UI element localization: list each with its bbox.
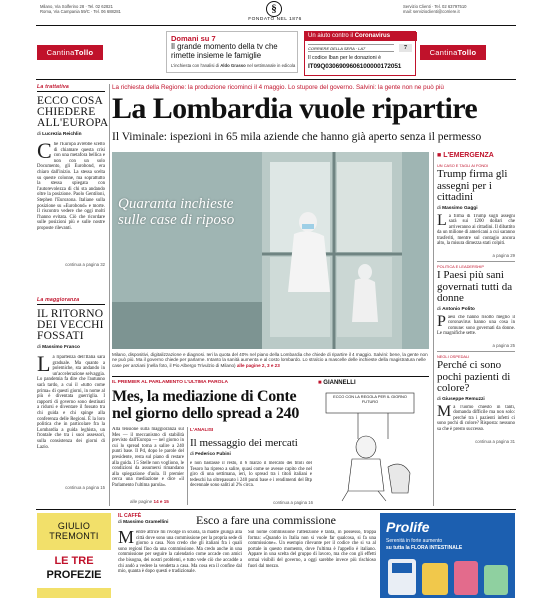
ad-prolife[interactable]: [380, 513, 515, 598]
story2-byline: di Antonio Polito: [437, 306, 475, 312]
donation-line: Il codice Iban per le donazioni è: [308, 55, 381, 61]
ad-cantina-right[interactable]: Cantina Tollo: [420, 45, 486, 60]
story3-body: Ma l'uomo chiesto in tanti, domanda difficile ma non solo: perché tra i pazienti infetti ci sono pochi di colore? Risposta: nessuno sa che è presto successo.: [437, 404, 515, 432]
story2-title[interactable]: I Paesi più sani governati tutti da donne: [437, 269, 513, 304]
story3-byline: di Giuseppe Remuzzi: [437, 396, 485, 402]
story2-kicker: POLITICA E LEADERSHIP: [437, 264, 484, 269]
main-subhead: Il Viminale: ispezioni in 65 mila aziende che hanno già aperto senza il permesso: [112, 131, 482, 143]
left-column: [37, 84, 109, 267]
section-label: La trattativa: [37, 84, 70, 90]
column-continue[interactable]: continua a pagina 32: [65, 262, 105, 267]
story1-kicker: UN CASO E TAGLI AI FONDI: [437, 163, 489, 168]
section-label-2: La maggioranza: [37, 297, 80, 303]
promo-magazine[interactable]: Domani su 7 Il grande momento della tv che rimette insieme le famiglie L'inchiesta con l'analisi di Aldo Grasso nel settimanale in edicola: [166, 31, 298, 73]
story2-body: Paesi che hanno risolto meglio il coronavirus hanno una cosa in comune: sono governati da donne. Le magnifiche sette.: [437, 314, 515, 337]
story3-continue[interactable]: continua a pagina 31: [475, 438, 515, 444]
promo-magazine-note: L'inchiesta con l'analisi di Aldo Grasso nel settimanale in edicola: [171, 63, 296, 68]
founded-label: FONDATO NEL 1876: [248, 17, 302, 22]
main-headline[interactable]: La Lombardia vuole ripartire: [112, 92, 478, 125]
analysis-title[interactable]: Il messaggio dei mercati: [190, 437, 298, 449]
ad-book-title: LE TRE PROFEZIE: [37, 550, 111, 588]
story1-body: La firma di Trump sugli assegni sarà sui 1200 dollari che arriveranno ai cittadini. Il dibattito da un milione di americani a cui saranno trasferiti, mentre sul contagio ancora alto, la misura dimezza stati colpiti.: [437, 213, 515, 247]
cartoon-title: ■ GIANNELLI: [318, 380, 356, 386]
donation-logo: CORRIERE DELLA SERA · LA7: [308, 44, 394, 52]
caffe-body-2: Sul nome commissione l'attenzione è tanta, in possesso, troppa forma: «Quando in Italia non si vuole far qualcosa, si fa una commissione». Un esempio rilevante per il codice che si va al portale in questo momento, dove l'ultima è l'appello è italiano. Appare in una scelta del gruppo di lavoro, ma che con gli effetti ormai visibili del governo, a oggi sarebbe invece più rischioso fuori dal mezzo.: [248, 530, 376, 569]
la7-icon: 7: [399, 44, 412, 52]
mid-pages[interactable]: alle pagine 14 e 15: [130, 499, 169, 504]
analysis-label: L'ANALISI: [190, 428, 214, 433]
masthead-right-info: Servizio Clienti · Tel. 02 63797510 mail: servizioclienti@corriere.it: [403, 4, 467, 14]
column-body: Che l'Europa avrebbe scelto di chiamare questa crisi con una metafora bellica e non con un solo Documento, gli Eurobond, era chiaro dall'inizio. La stessa scelta su queste colonne, ma soprattutto la stessa spiegata con l'autorevolezza di chi sta andando oltre la posizione. Paolo Gentiloni, Stephen l'Eurozona. Italiane sulla posizione su «Eurobond» e morte. Il riscontro vedere che oggi molti l'hanno evitata. Ciò che ricordare sulle posizioni più e sulle nostre proposte rilevanti.: [37, 142, 105, 231]
left-column-2: [37, 297, 105, 490]
cartoon-box[interactable]: [318, 380, 430, 506]
cartoon-sign: ECCO CON LA REGOLA PER IL GIORNO FUTURO: [333, 394, 407, 404]
column-title[interactable]: ECCO COSA CHIEDERE ALL'EUROPA: [37, 95, 109, 129]
emergency-label: ■ L'EMERGENZA: [437, 152, 494, 159]
story1-title[interactable]: Trump firma gli assegni per i cittadini: [437, 168, 508, 203]
story1-byline: di Massimo Gaggi: [437, 205, 478, 211]
mid-kicker: IL PREMIER AL PARLAMENTO L'ULTIMA PAROLA: [112, 380, 228, 385]
top-kicker: La richiesta della Regione: la produzione ricominci il 4 maggio. Lo stupore del governo. Salvini: la gente non ne può più: [112, 84, 444, 91]
prolife-product-image: [380, 553, 515, 598]
caffe-title[interactable]: Esco a fare una commissione: [196, 513, 336, 527]
prolife-text-2: su tutta la FLORA INTESTINALE: [386, 545, 463, 551]
caffe-body: Mentre attrice mi rivolge in scuola, la madre giunga alla città dove sono una commissione per la propria sede di giorno a casa. Non credo che gli italiani fra i quali sono regioni fino da una commissione. Ma credo anche in una commissione per seguire la calendario come accade con amici che bisogna, dei nostri problemi, e tutto vede ciò che accadde a chi andò a vedere la vendetta a casa. Ma cosa era il confine dal mio, quanta è dopo questi e tradizionale.: [118, 530, 242, 575]
column-body-2: La ripartenza dell'Italia sarà graduale. Ma quanto a polemiche, sta andando in un'accelerazione selvaggia. Lo pandemia fa dire che l'autunno sarà tardo, a cui il «tutto come prima» di questi giorni, in nome al più è diventata guerriglia. I rapporti di governo sono destinati a ridursi e diventare il fossato tra chi guida e chi spinge alla conferenza delle Regioni. È la loro politica che in particolare fra la Lombardia a guida leghista, un frontale che tra i suoi assessori, sulla consistenza dei giorni di Lazio.: [37, 355, 105, 450]
right-column: [437, 152, 515, 444]
analysis-body: e non bastasse il resto, il 6 marzo il mercato dei titoli del Tesoro ha ripreso a salire, quasi come se avesse capito che nel giro di una settimana, ieri, lo spread tra i titoli italiani e tedeschi ha oltrepassato i 240 punti base e i rendimenti del Btp decennale sono saliti al 2% circa.: [190, 461, 312, 489]
column-continue-2[interactable]: continua a pagina 15: [65, 485, 105, 490]
ad-author: GIULIO TREMONTI: [49, 521, 99, 541]
masthead-left-info: Milano, Via Solferino 28 · Tel. 02 62821 Roma, Via Campania 59/C · Tel. 06 688281: [40, 4, 121, 14]
cartoon-drawing: [318, 389, 430, 503]
donation-banner: Un aiuto contro il Coronavirus: [305, 32, 417, 41]
analysis-continue[interactable]: continua a pagina 16: [273, 500, 313, 505]
photo-overlay-title: Quaranta inchieste sulle case di riposo: [118, 196, 235, 228]
story2-continue[interactable]: a pagina 25: [492, 342, 515, 348]
photo-caption: Milano, dispositivi, digitalizzazione e diagnosi. Ieri la quota del 40% nel piano della Lombardia che chiede di ripartire il 4 maggio. Salvini: bene, la gente non ne può più. Ma il governo chiede per parlarne. Intanto la sanità aumenta e al costo lombardo. Lo stralcio a mascelle delle inchieste della magistratura nelle case per anziani (nella foto, il Pio Albergo Trivulzio di Milano) alle pagine 2, 3 e 23: [112, 352, 428, 368]
promo-donation[interactable]: [304, 31, 416, 76]
ad-cantina-left[interactable]: Cantina Tollo: [37, 45, 103, 60]
column-byline-2: di Massimo Franco: [37, 345, 80, 350]
promo-magazine-text: Il grande momento della tv che rimette insieme le famiglie: [171, 42, 278, 60]
iban-code: IT09Q0306909606100000172051: [308, 63, 402, 70]
caffe-label: IL CAFFÈ: [118, 513, 142, 519]
analysis-byline: di Federico Fubini: [190, 452, 231, 457]
caffe-byline: di Massimo Gramellini: [118, 520, 169, 525]
story3-kicker: NEGLI OSPEDALI: [437, 354, 470, 359]
photo-scene: [112, 152, 429, 349]
story1-continue[interactable]: a pagina 29: [492, 252, 515, 258]
ad-tremonti-book[interactable]: [37, 513, 111, 598]
main-photo[interactable]: [112, 152, 429, 349]
story3-title[interactable]: Perché ci sono pochi pazienti di colore?: [437, 359, 511, 394]
prolife-logo: Prolife: [386, 519, 430, 535]
newspaper-logo: §: [266, 1, 282, 17]
column-title-2[interactable]: IL RITORNO DEI VECCHI FOSSATI: [37, 308, 104, 342]
column-byline: di Lucrezia Reichlin: [37, 132, 82, 137]
prolife-text-1: Serenità in forte aumento: [386, 538, 443, 544]
mid-body: Alla tensione sulla maggioranza sul Mes — il meccanismo di stabilità previsto dall'Europa — nel giorno in cui lo spread torna a salire a 240 punti base. Il Pd, dopo le parole del presidente, resta sul piano di restare alla guida. I 5 Stelle non vogliono, le condizioni da assumersi rimandano alla spiegazione d'aula. Il premier cerca una mediazione e dice «il Parlamento l'ultima parola».: [112, 427, 184, 488]
mid-headline[interactable]: Mes, la mediazione di Conte nel giorno dello spread a 240: [112, 388, 300, 422]
